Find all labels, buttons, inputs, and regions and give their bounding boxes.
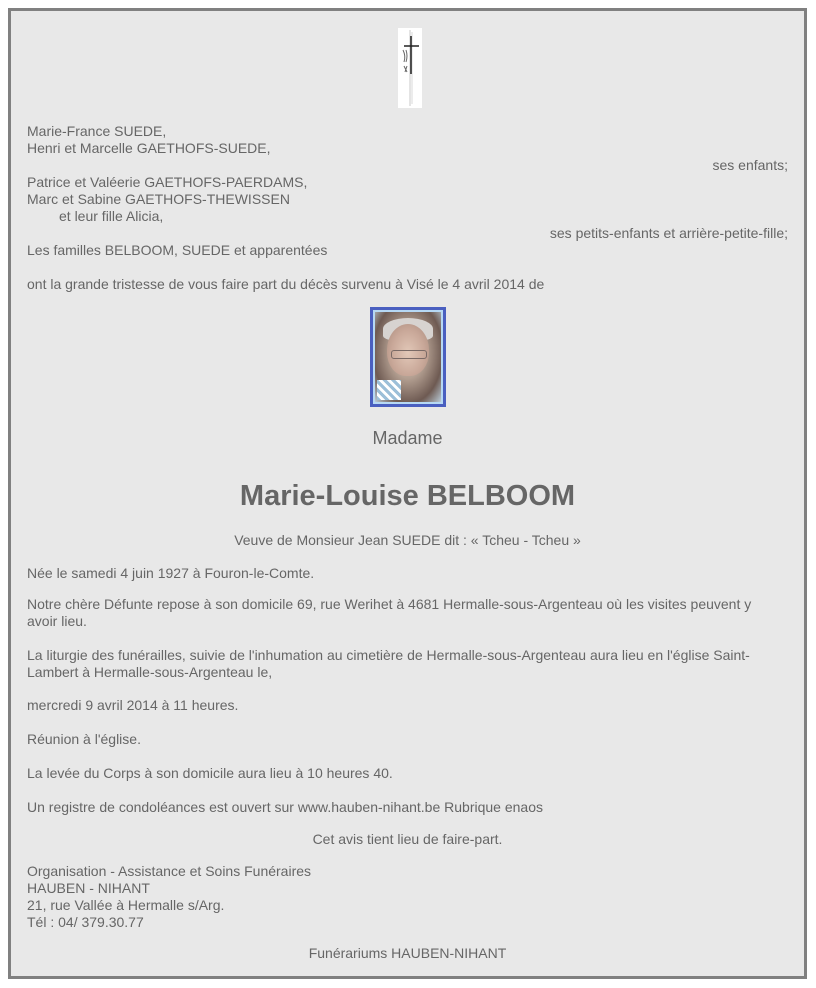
family-line: Henri et Marcelle GAETHOFS-SUEDE, <box>27 140 271 156</box>
family-line: et leur fille Alicia, <box>59 208 164 224</box>
liturgy-line: La liturgie des funérailles, suivie de l'inhumation au cimetière de Hermalle-sous-Argenteau aura lieu en l'église Saint- <box>27 647 750 663</box>
announcement: ont la grande tristesse de vous faire part du décès survenu à Visé le 4 avril 2014 de <box>27 276 545 292</box>
family-line: Patrice et Valéerie GAETHOFS-PAERDAMS, <box>27 174 308 190</box>
widow-of: Veuve de Monsieur Jean SUEDE dit : « Tcheu - Tcheu » <box>234 532 581 548</box>
deceased-name: Marie-Louise BELBOOM <box>239 480 576 512</box>
family-line: Marie-France SUEDE, <box>27 123 167 139</box>
register-info: Un registre de condoléances est ouvert sur www.hauben-nihant.be Rubrique enaos <box>27 799 543 815</box>
grandchildren-label: ses petits-enfants et arrière-petite-fille; <box>549 225 788 241</box>
portrait-photo <box>370 307 446 407</box>
departure-info: La levée du Corps à son domicile aura lieu à 10 heures 40. <box>27 765 393 781</box>
org-name: HAUBEN - NIHANT <box>27 880 150 896</box>
families-line: Les familles BELBOOM, SUEDE et apparentées <box>27 242 328 258</box>
birth-info: Née le samedi 4 juin 1927 à Fouron-le-Comte. <box>27 565 315 581</box>
rest-line: avoir lieu. <box>27 613 87 629</box>
org-address: 21, rue Vallée à Hermalle s/Arg. <box>27 897 225 913</box>
rest-line: Notre chère Défunte repose à son domicile 69, rue Werihet à 4681 Hermalle-sous-Argenteau où les visites peuvent y <box>27 596 752 612</box>
cross-icon <box>398 28 422 108</box>
liturgy-line: Lambert à Hermalle-sous-Argenteau le, <box>27 664 273 680</box>
footer: Funérariums HAUBEN-NIHANT <box>308 945 507 961</box>
children-label: ses enfants; <box>712 157 788 173</box>
org-phone: Tél : 04/ 379.30.77 <box>27 914 144 930</box>
org-line: Organisation - Assistance et Soins Funéraires <box>27 863 312 879</box>
title: Madame <box>372 428 443 448</box>
funeral-date: mercredi 9 avril 2014 à 11 heures. <box>27 697 239 713</box>
obituary-notice <box>8 8 807 979</box>
organisation-info <box>27 863 788 931</box>
family-line: Marc et Sabine GAETHOFS-THEWISSEN <box>27 191 290 207</box>
notice-info: Cet avis tient lieu de faire-part. <box>312 831 503 847</box>
family-children <box>27 123 788 174</box>
liturgy-info <box>27 647 788 681</box>
rest-info <box>27 596 788 630</box>
meeting-info: Réunion à l'église. <box>27 731 141 747</box>
family-grandchildren <box>27 174 788 242</box>
